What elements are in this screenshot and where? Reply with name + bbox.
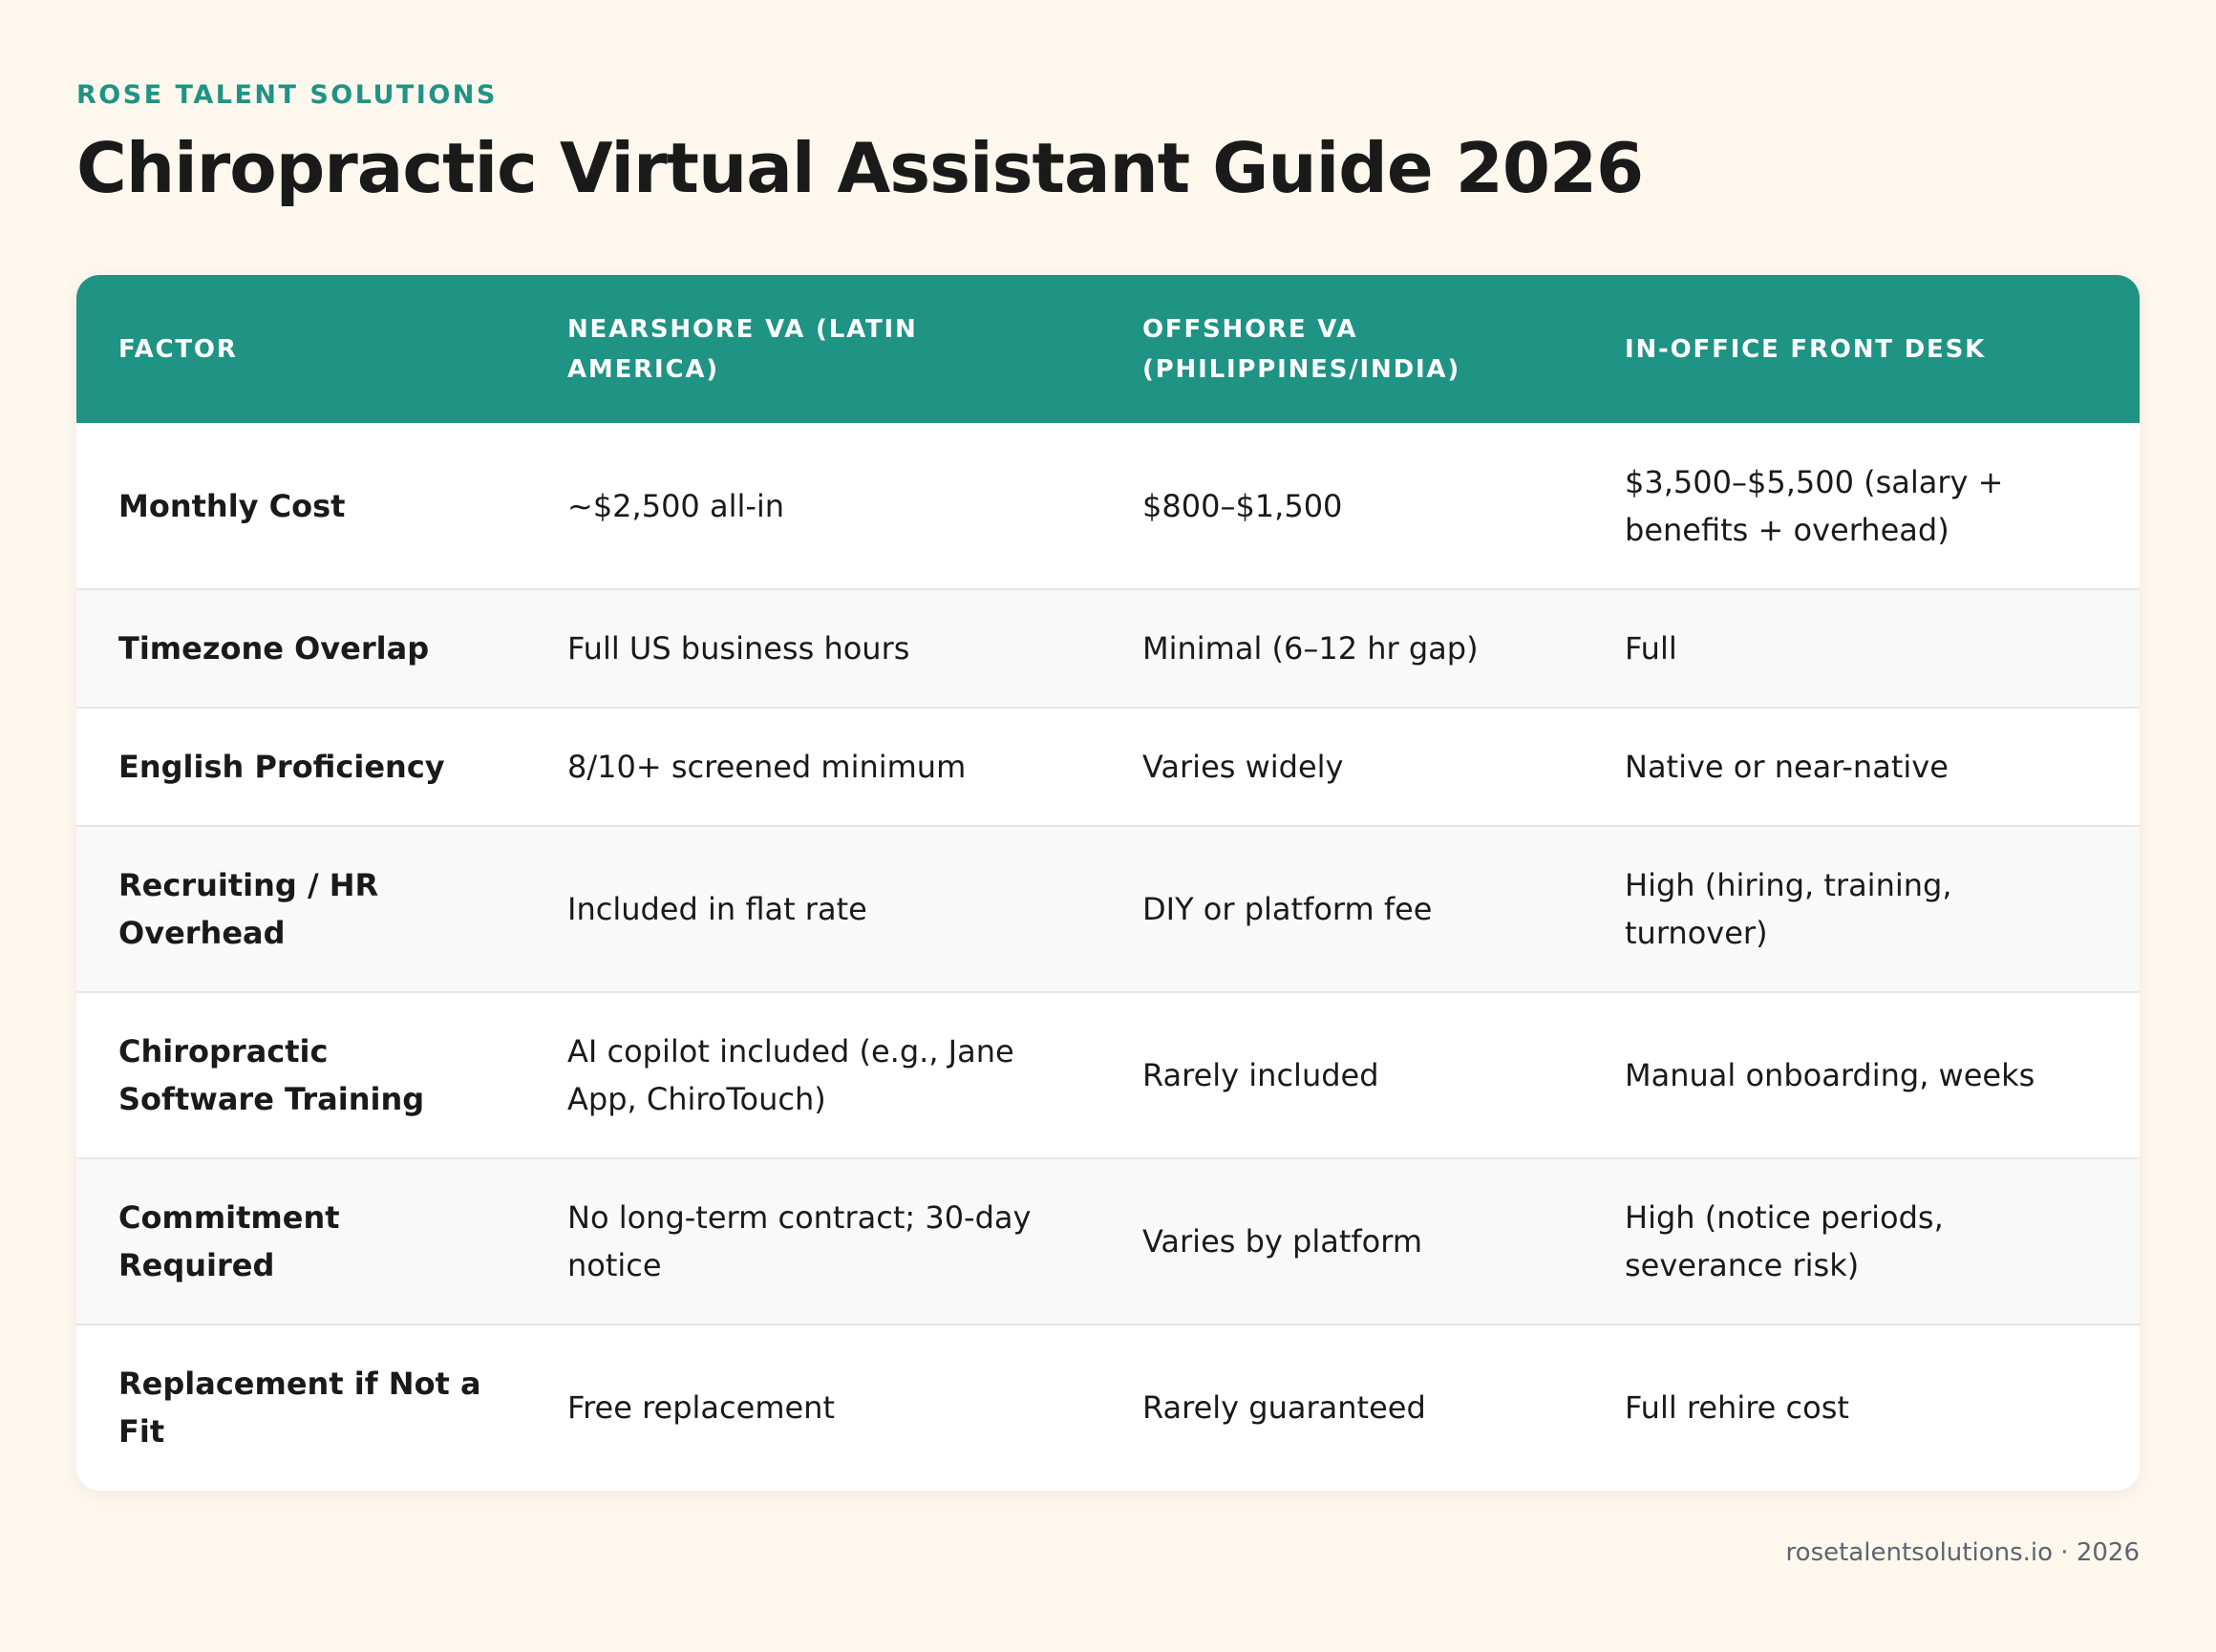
nearshore-cell: ~$2,500 all-in <box>567 487 785 524</box>
factor-cell: English Proficiency <box>118 748 445 785</box>
comparison-table-card <box>76 275 2140 1491</box>
table-row <box>76 423 2140 589</box>
factor-cell: Monthly Cost <box>118 487 346 524</box>
nearshore-cell: 8/10+ screened minimum <box>567 748 967 785</box>
column-header-nearshore: NEARSHORE VA (LATIN AMERICA) <box>567 314 918 384</box>
offshore-cell: Minimal (6–12 hr gap) <box>1142 629 1479 667</box>
offshore-cell: DIY or platform fee <box>1142 890 1433 927</box>
factor-cell: Recruiting / HR Overhead <box>118 866 379 951</box>
page-title: Chiropractic Virtual Assistant Guide 2026 <box>76 128 1644 208</box>
footer-text: rosetalentsolutions.io · 2026 <box>1785 1538 2140 1567</box>
brand-name: ROSE TALENT SOLUTIONS <box>76 80 498 110</box>
nearshore-cell: Free replacement <box>567 1389 835 1427</box>
table-row <box>76 992 2140 1158</box>
column-header-factor: FACTOR <box>118 334 238 364</box>
inoffice-cell: Full <box>1625 629 1677 667</box>
table-row <box>76 1324 2140 1491</box>
column-header-inoffice: IN-OFFICE FRONT DESK <box>1625 334 1987 364</box>
nearshore-cell: Full US business hours <box>567 629 910 667</box>
offshore-cell: Rarely included <box>1142 1056 1379 1093</box>
nearshore-cell: No long-term contract; 30-day notice <box>567 1198 1032 1283</box>
offshore-cell: Varies widely <box>1142 748 1344 785</box>
comparison-table <box>76 275 2140 1491</box>
inoffice-cell: Native or near-native <box>1625 748 1949 785</box>
nearshore-cell: AI copilot included (e.g., Jane App, ChiroTouch) <box>567 1032 1014 1117</box>
factor-cell: Replacement if Not a Fit <box>118 1366 481 1451</box>
offshore-cell: $800–$1,500 <box>1142 487 1343 524</box>
column-header-offshore: OFFSHORE VA (PHILIPPINES/INDIA) <box>1142 314 1461 384</box>
inoffice-cell: Full rehire cost <box>1625 1389 1849 1427</box>
table-row <box>76 589 2140 708</box>
factor-cell: Timezone Overlap <box>118 629 430 667</box>
inoffice-cell: High (notice periods, severance risk) <box>1625 1198 1944 1283</box>
offshore-cell: Varies by platform <box>1142 1222 1422 1260</box>
factor-cell: Commitment Required <box>118 1198 340 1283</box>
table-row <box>76 826 2140 992</box>
table-header-row <box>76 275 2140 423</box>
offshore-cell: Rarely guaranteed <box>1142 1389 1426 1427</box>
inoffice-cell: $3,500–$5,500 (salary + benefits + overhead) <box>1625 463 2004 548</box>
nearshore-cell: Included in flat rate <box>567 890 867 927</box>
inoffice-cell: High (hiring, training, turnover) <box>1625 866 1952 951</box>
inoffice-cell: Manual onboarding, weeks <box>1625 1056 2035 1093</box>
table-row <box>76 708 2140 826</box>
factor-cell: Chiropractic Software Training <box>118 1032 425 1117</box>
table-row <box>76 1158 2140 1324</box>
